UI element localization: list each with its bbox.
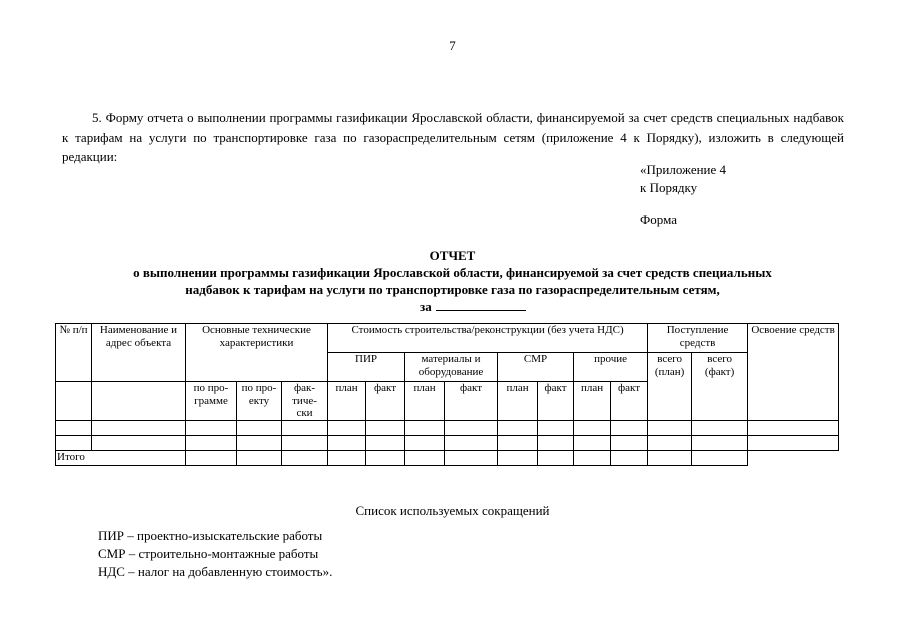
abbreviation-item: НДС – налог на добавленную стоимость». (98, 564, 333, 579)
report-subtitle-1: о выполнении программы газификации Ярославской области, финансируемой за счет средств специальных (133, 265, 772, 280)
report-table (55, 323, 839, 466)
table-row (56, 435, 839, 450)
table-cell (56, 382, 92, 421)
col-header-other: прочие (574, 353, 648, 382)
appendix-line-2: к Порядку (640, 180, 698, 195)
col-header-pir: ПИР (328, 353, 405, 382)
period-label: за (420, 299, 432, 314)
report-title: ОТЧЕТ (429, 248, 476, 263)
report-period (420, 298, 526, 315)
materials-plan: план (405, 382, 445, 421)
other-plan: план (574, 382, 611, 421)
col-header-materials: материалы и оборудование (405, 353, 498, 382)
total-row (56, 450, 839, 465)
smr-fact: факт (538, 382, 574, 421)
page-number: 7 (449, 38, 456, 53)
period-blank (436, 298, 526, 311)
col-header-smr: СМР (498, 353, 574, 382)
tech-by-program: по про- грамме (186, 382, 237, 421)
materials-fact: факт (445, 382, 498, 421)
tech-by-project: по про- екту (237, 382, 282, 421)
smr-plan: план (498, 382, 538, 421)
abbreviations-title: Список используемых сокращений (355, 503, 550, 518)
table-cell (92, 382, 186, 421)
appendix-line-1: «Приложение 4 (640, 162, 727, 177)
table-row (56, 420, 839, 435)
report-subtitle-2: надбавок к тарифам на услуги по транспортировке газа по газораспределительным сетям, (185, 282, 720, 297)
pir-fact: факт (366, 382, 405, 421)
amendment-paragraph: 5. Форму отчета о выполнении программы газификации Ярославской области, финансируемой за счет средств специальных надбавок к тарифам на услуги по транспортировке газа по газораспределительным сетям (приложение 4 к Порядку), изложить в следующей редакции: (62, 110, 844, 164)
col-header-income-plan: всего (план) (648, 353, 692, 421)
form-label: Форма (640, 212, 677, 227)
col-header-income: Поступление средств (648, 324, 748, 353)
col-header-use: Освоение средств (748, 324, 839, 421)
col-header-cost: Стоимость строительства/реконструкции (без учета НДС) (328, 324, 648, 353)
col-header-name: Наименование и адрес объекта (92, 324, 186, 382)
pir-plan: план (328, 382, 366, 421)
col-header-number: № п/п (56, 324, 92, 382)
other-fact: факт (611, 382, 648, 421)
tech-actual: фак- тиче- ски (282, 382, 328, 421)
abbreviation-item: СМР – строительно-монтажные работы (98, 546, 319, 561)
abbreviation-item: ПИР – проектно-изыскательские работы (98, 528, 323, 543)
col-header-tech: Основные технические характеристики (186, 324, 328, 382)
col-header-income-fact: всего (факт) (692, 353, 748, 421)
total-label: Итого (56, 450, 186, 465)
